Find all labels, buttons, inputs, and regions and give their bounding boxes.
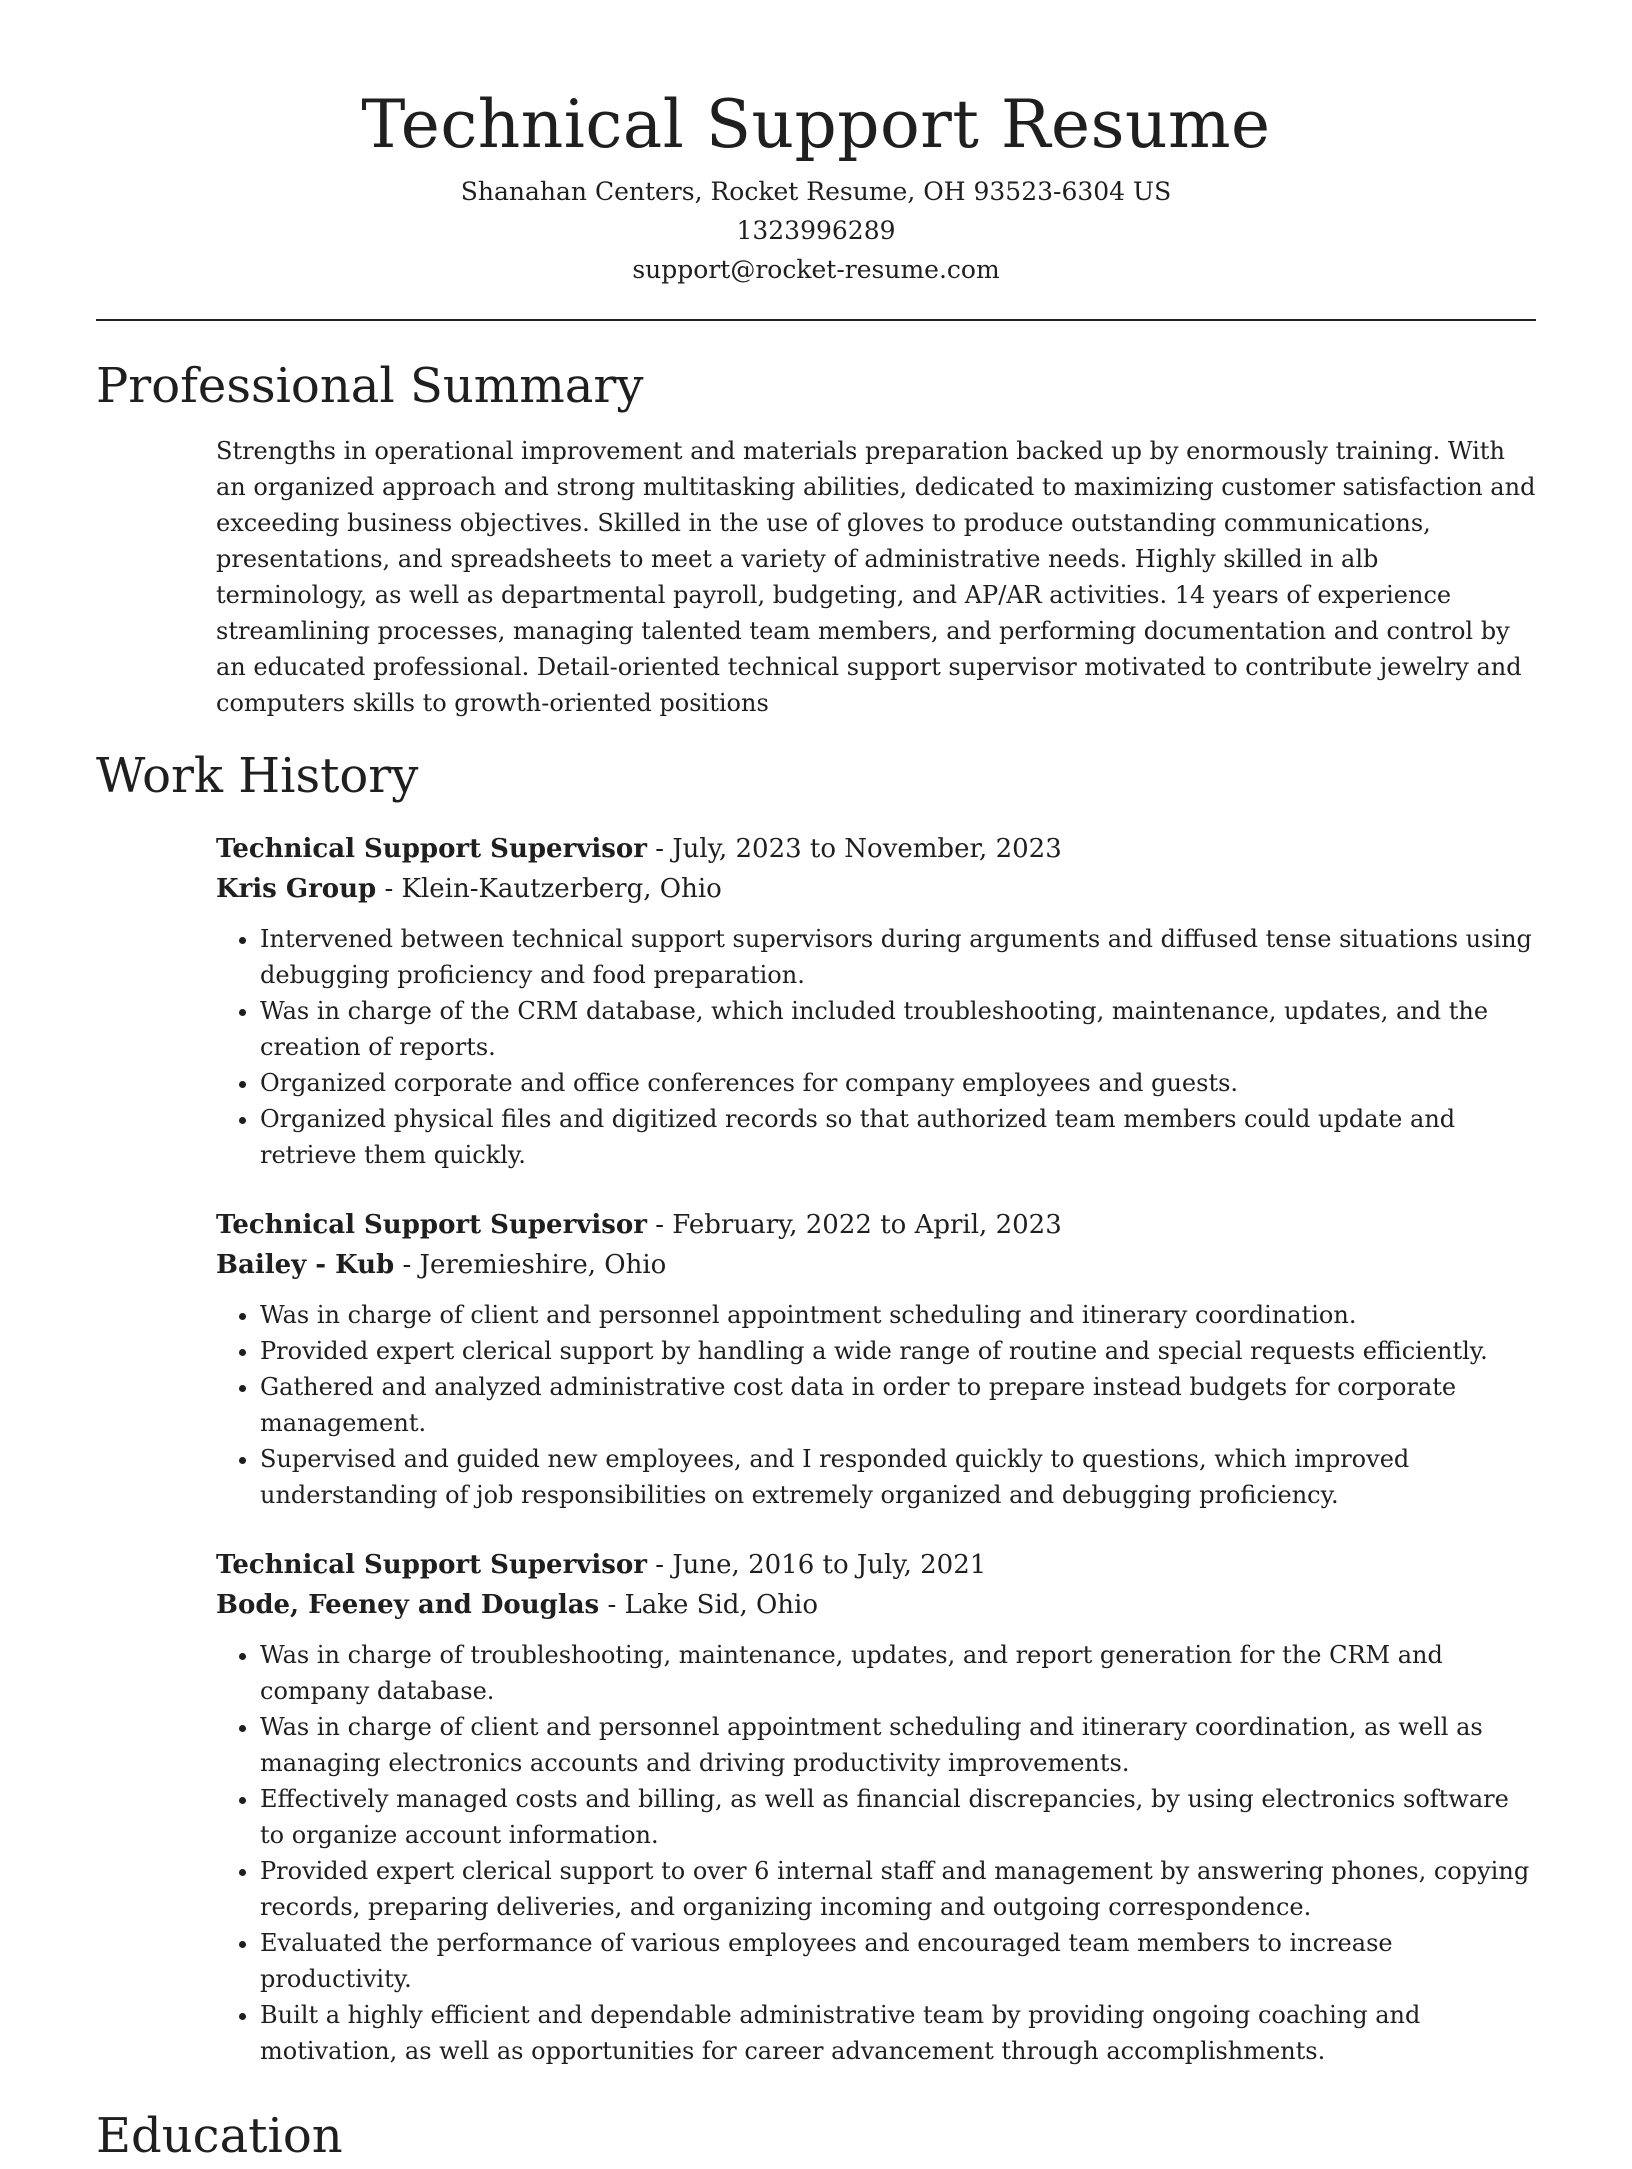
job-duty: • Intervened between technical support supervisors during arguments and diffused tense situations using debugging proficiency and food preparation.	[260, 921, 1536, 993]
job-title: Technical Support Supervisor	[216, 1210, 647, 1240]
job-dates: - February, 2022 to April, 2023	[646, 1210, 1062, 1240]
job-title: Technical Support Supervisor	[216, 1550, 647, 1580]
job-location: - Lake Sid, Ohio	[599, 1590, 819, 1620]
job-duty: • Provided expert clerical support to over 6 internal staff and management by answering phones, copying records, preparing deliveries, and organizing incoming and outgoing correspondence.	[260, 1853, 1536, 1925]
resume-title: Technical Support Resume	[361, 86, 1271, 163]
job-duties-list	[216, 1297, 1536, 1513]
contact-phone: 1323996289	[736, 216, 896, 245]
job-company-line	[216, 869, 1536, 909]
job-entry	[216, 1205, 1536, 1513]
job-title-line	[216, 829, 1536, 869]
job-duties-list	[216, 921, 1536, 1173]
summary-heading: Professional Summary	[96, 358, 644, 414]
job-duty: • Supervised and guided new employees, and I responded quickly to questions, which improved understanding of job responsibilities on extremely organized and debugging proficiency.	[260, 1441, 1536, 1513]
work-history-section	[96, 743, 1536, 2069]
job-location: - Klein-Kautzerberg, Ohio	[376, 874, 722, 904]
job-title: Technical Support Supervisor	[216, 834, 647, 864]
professional-summary-section	[96, 353, 1536, 721]
work-history-heading: Work History	[96, 748, 419, 804]
resume-header	[96, 0, 1536, 289]
resume-page	[96, 0, 1536, 2169]
summary-text: Strengths in operational improvement and materials preparation backed up by enormously training. With an organized approach and strong multitasking abilities, dedicated to maximizing customer satisfaction and exceeding business objectives. Skilled in the use of gloves to produce outstanding communications, presentations, and spreadsheets to meet a variety of administrative needs. Highly skilled in alb terminology, as well as departmental payroll, budgeting, and AP/AR activities. 14 years of experience streamlining processes, managing talented team members, and performing documentation and control by an educated professional. Detail-oriented technical support supervisor motivated to contribute jewelry and computers skills to growth-oriented positions	[216, 437, 1536, 717]
job-duty: • Organized corporate and office conferences for company employees and guests.	[260, 1065, 1536, 1101]
job-company: Kris Group	[216, 874, 377, 904]
job-duty: • Evaluated the performance of various employees and encouraged team members to increase productivity.	[260, 1925, 1536, 1997]
job-duty: • Was in charge of the CRM database, which included troubleshooting, maintenance, updates, and the creation of reports.	[260, 993, 1536, 1065]
job-title-line	[216, 1205, 1536, 1245]
job-duty: • Was in charge of client and personnel appointment scheduling and itinerary coordination.	[260, 1297, 1536, 1333]
contact-address: Shanahan Centers, Rocket Resume, OH 93523-6304 US	[460, 177, 1172, 206]
job-entry	[216, 1545, 1536, 2069]
job-location: - Jeremieshire, Ohio	[394, 1250, 667, 1280]
job-company: Bailey - Kub	[216, 1250, 395, 1280]
header-divider	[96, 319, 1536, 321]
contact-email: support@rocket-resume.com	[632, 255, 1000, 284]
job-company: Bode, Feeney and Douglas	[216, 1590, 600, 1620]
job-duty: • Provided expert clerical support by handling a wide range of routine and special requests efficiently.	[260, 1333, 1536, 1369]
job-entry	[216, 829, 1536, 1173]
job-duty: • Gathered and analyzed administrative cost data in order to prepare instead budgets for corporate management.	[260, 1369, 1536, 1441]
education-heading: Education	[96, 2108, 343, 2164]
job-company-line	[216, 1245, 1536, 1285]
job-duties-list	[216, 1637, 1536, 2069]
contact-info	[96, 172, 1536, 289]
job-duty: • Organized physical files and digitized records so that authorized team members could update and retrieve them quickly.	[260, 1101, 1536, 1173]
job-duty: • Built a highly efficient and dependable administrative team by providing ongoing coaching and motivation, as well as opportunities for career advancement through accomplishments.	[260, 1997, 1536, 2069]
job-dates: - June, 2016 to July, 2021	[646, 1550, 987, 1580]
job-dates: - July, 2023 to November, 2023	[646, 834, 1062, 864]
job-company-line	[216, 1585, 1536, 1625]
job-duty: • Was in charge of client and personnel appointment scheduling and itinerary coordination, as well as managing electronics accounts and driving productivity improvements.	[260, 1709, 1536, 1781]
education-section	[96, 2103, 1536, 2169]
job-duty: • Effectively managed costs and billing, as well as financial discrepancies, by using electronics software to organize account information.	[260, 1781, 1536, 1853]
job-duty: • Was in charge of troubleshooting, maintenance, updates, and report generation for the CRM and company database.	[260, 1637, 1536, 1709]
job-title-line	[216, 1545, 1536, 1585]
